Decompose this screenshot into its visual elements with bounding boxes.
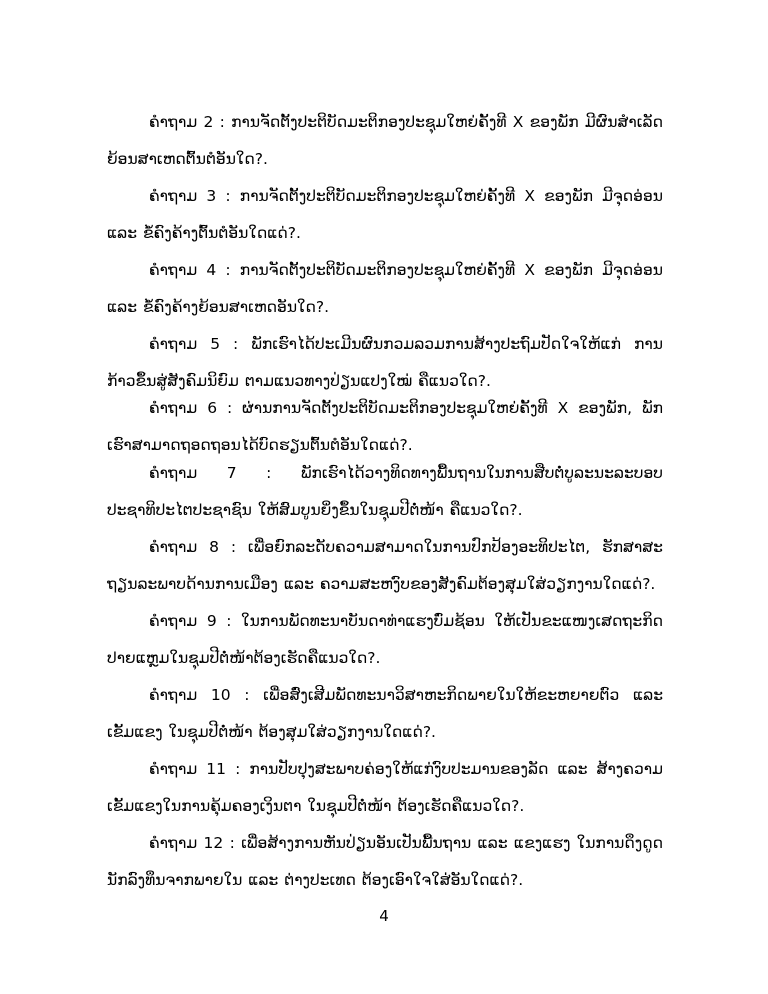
question-2: ຄຳຖາມ 2 : ການຈັດຕັ້ງປະຕິບັດມະຕິກອງປະຊຸມໃຫຍ່ຄັ້ງທີ X ຂອງພັກ ມີຜົນສຳເລັດ ຍ້ອນສາເຫດຕົ້ນຕໍອັນໃດ?. (107, 113, 663, 168)
question-10: ຄຳຖາມ 10 : ເພື່ອສົ່ງເສີມພັດທະນາວິສາຫະກິດພາຍໃນໃຫ້ຂະຫຍາຍຕົວ ແລະ ເຂັ້ມແຂງ ໃນຊຸມປີຕໍ່ໜ້າ ຕ້ອງສຸມໃສ່ວຽກງານໃດແດ່?. (107, 686, 663, 741)
question-9: ຄຳຖາມ 9 : ໃນການພັດທະນາບັນດາທ່າແຮງບົ່ມຊ້ອນ ໃຫ້ເປັນຂະແໜງເສດຖະກິດປາຍແຫຼມໃນຊຸມປີຕໍ່ໜ້າຕ້ອງເຮັດຄືແນວໃດ?. (107, 612, 663, 667)
question-12: ຄຳຖາມ 12 : ເພື່ອສ້າງການຫັນປ່ຽນອັນເປັນພື້ນຖານ ແລະ ແຂງແຮງ ໃນການດຶງດູດນັກລົງທຶນຈາກພາຍໃນ ແລະ ຕ່າງປະເທດ ຕ້ອງເອົາໃຈໃສ່ອັນໃດແດ່?. (107, 834, 663, 889)
question-11: ຄຳຖາມ 11 : ການປັບປຸງສະພາບຄ່ອງໃຫ້ແກ່ງົບປະມານຂອງລັດ ແລະ ສ້າງຄວາມເຂັ້ມແຂງໃນການຄຸ້ມຄອງເງິນຕາ ໃນຊຸມປີຕໍ່ໜ້າ ຕ້ອງເຮັດຄືແນວໃດ?. (107, 760, 663, 815)
question-6: ຄຳຖາມ 6 : ຜ່ານການຈັດຕັ້ງປະຕິບັດມະຕິກອງປະຊຸມໃຫຍ່ຄັ້ງທີ X ຂອງພັກ, ພັກເຮົາສາມາດຖອດຖອນໄດ້ບົດຮຽນຕົ້ນຕໍອັນໃດແດ່?. (107, 399, 663, 454)
page-number: 4 (379, 907, 389, 925)
question-5: ຄຳຖາມ 5 : ພັກເຮົາໄດ້ປະເມີນຜົນກວມລວມການສ້າງປະຖົມປັດໃຈໃຫ້ແກ່ ການກ້າວຂຶ້ນສູ່ສັງຄົມນິຍົມ ຕາມແນວທາງປ່ຽນແປງໃໝ່ ຄືແນວໃດ?. (107, 335, 663, 390)
question-3: ຄຳຖາມ 3 : ການຈັດຕັ້ງປະຕິບັດມະຕິກອງປະຊຸມໃຫຍ່ຄັ້ງທີ X ຂອງພັກ ມີຈຸດອ່ອນ ແລະ ຂໍ້ຄົງຄ້າງຕົ້ນຕໍອັນໃດແດ່?. (107, 187, 663, 242)
question-4: ຄຳຖາມ 4 : ການຈັດຕັ້ງປະຕິບັດມະຕິກອງປະຊຸມໃຫຍ່ຄັ້ງທີ X ຂອງພັກ ມີຈຸດອ່ອນ ແລະ ຂໍ້ຄົງຄ້າງຍ້ອນສາເຫດອັນໃດ?. (107, 261, 663, 316)
question-7: ຄຳຖາມ 7 : ພັກເຮົາໄດ້ວາງທິດທາງພື້ນຖານໃນການສືບຕໍ່ບູລະນະລະບອບປະຊາທິປະໄຕປະຊາຊົນ ໃຫ້ສົມບູນຍິ່ງຂຶ້ນໃນຊຸມປີຕໍ່ໜ້າ ຄືແນວໃດ?. (107, 464, 663, 519)
question-8: ຄຳຖາມ 8 : ເພື່ອຍົກລະດັບຄວາມສາມາດໃນການປົກປ້ອງອະທິປະໄຕ, ຮັກສາສະຖຽນລະພາບດ້ານການເມືອງ ແລະ ຄວາມສະຫງົບຂອງສັງຄົມຕ້ອງສຸມໃສ່ວຽກງານໃດແດ່?. (107, 538, 663, 593)
